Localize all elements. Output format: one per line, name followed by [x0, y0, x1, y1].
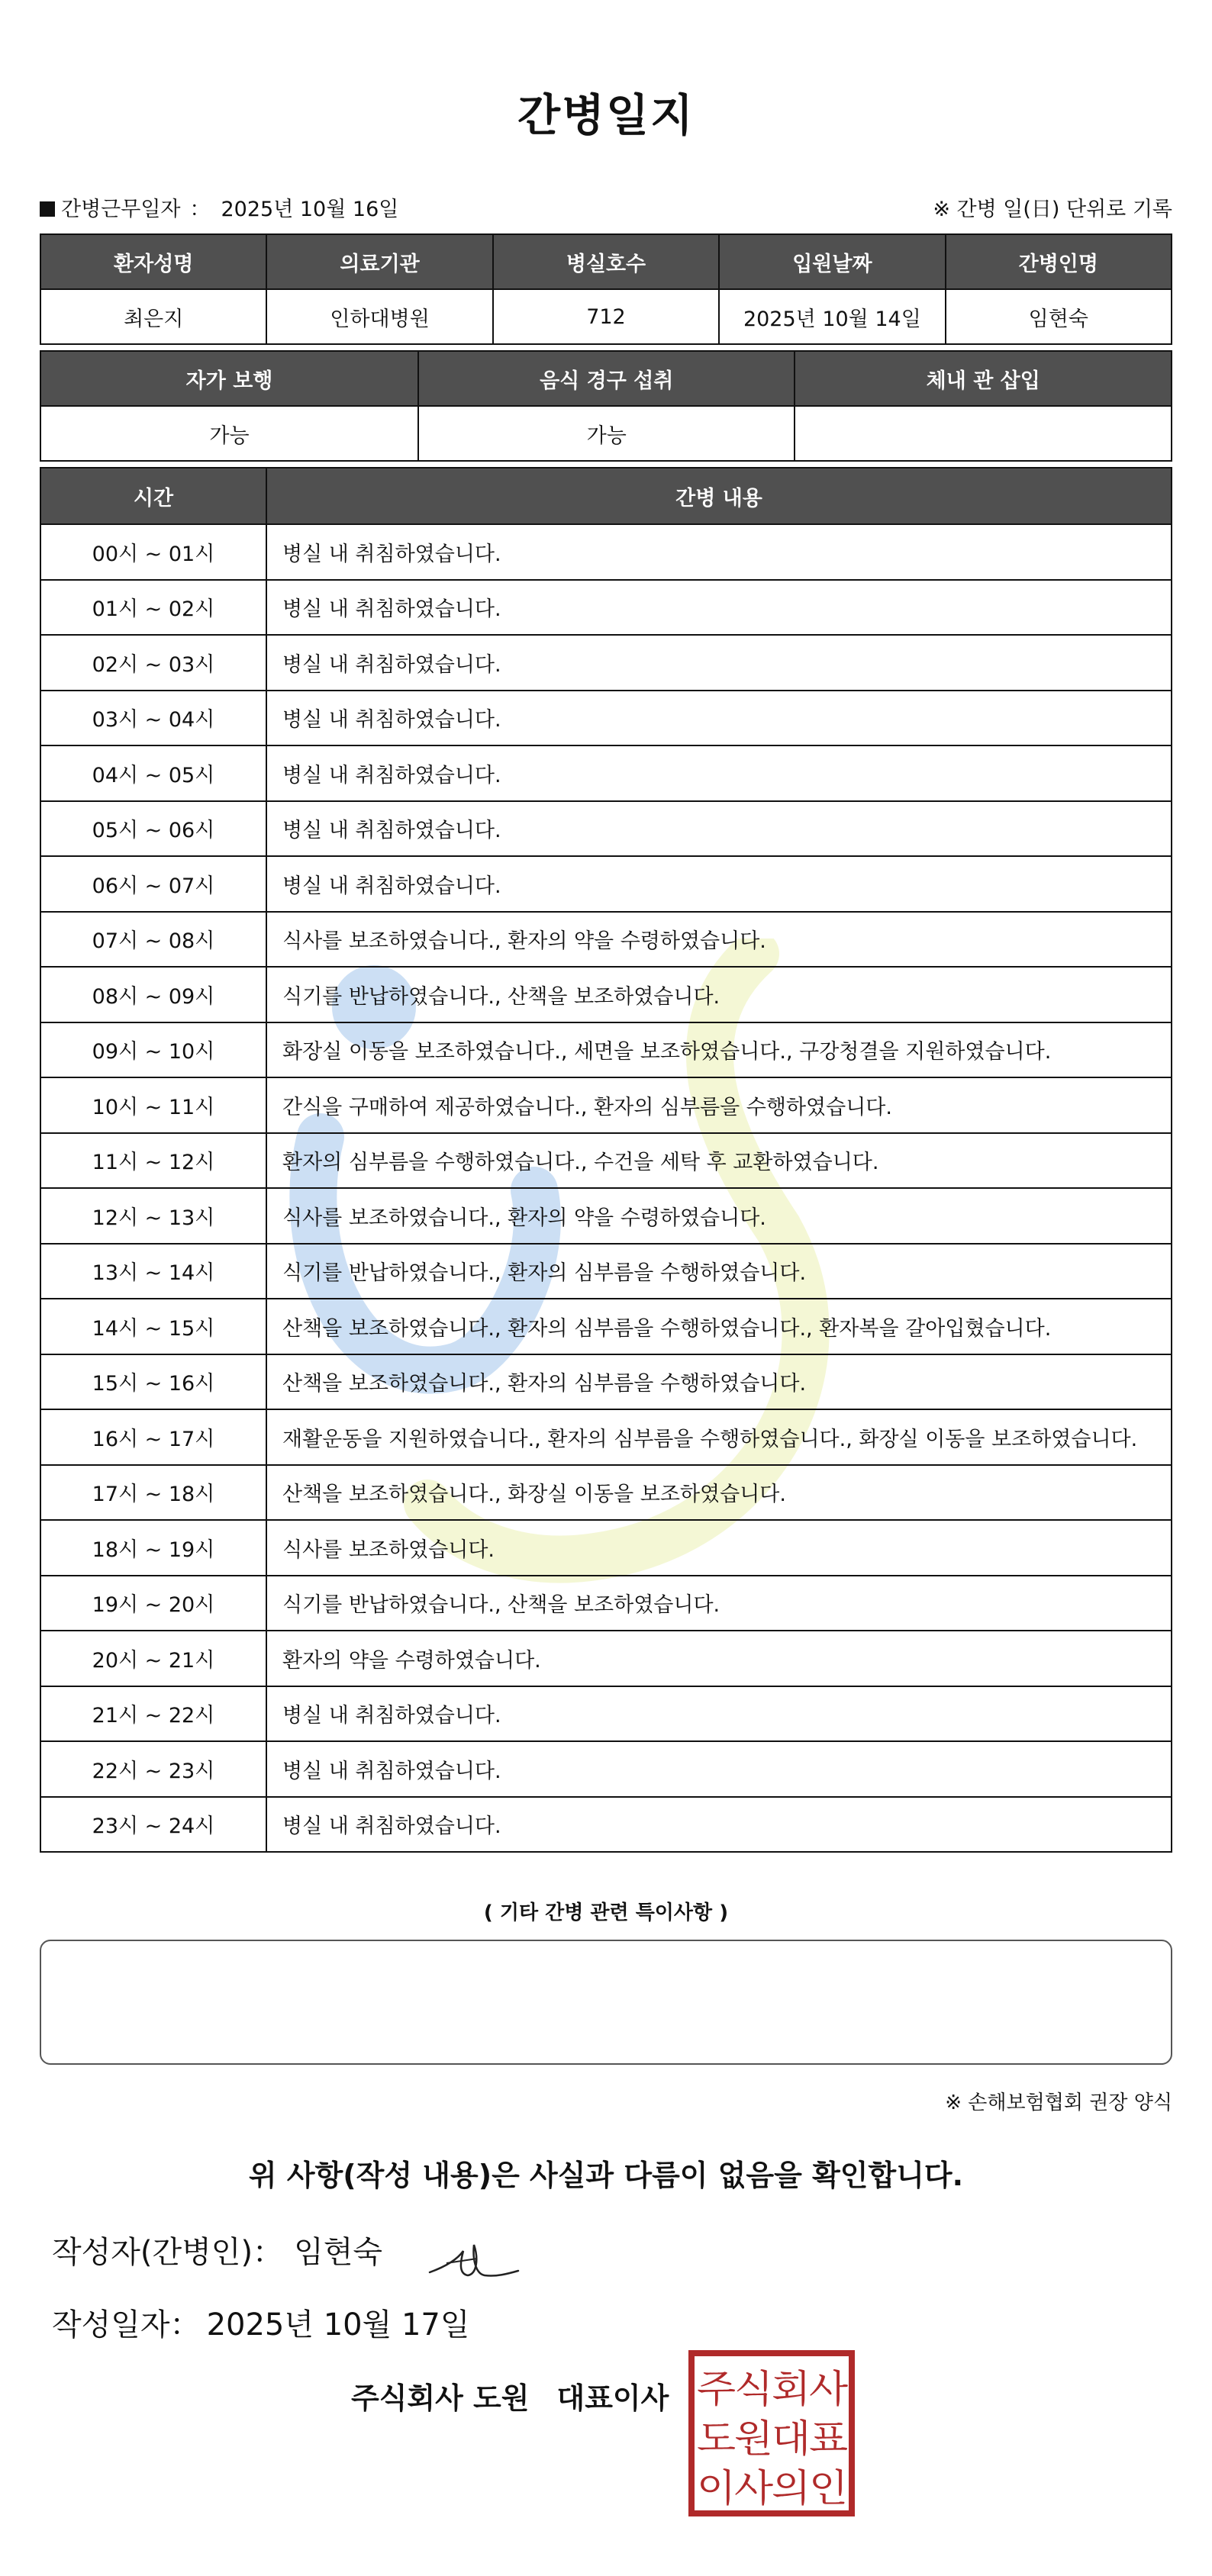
work-date-colon: ：	[189, 198, 211, 221]
written-date-line	[52, 2301, 470, 2344]
log-content: 산책을 보조하였습니다., 화장실 이동을 보조하였습니다.	[266, 1465, 1172, 1521]
log-content: 병실 내 취침하였습니다.	[266, 691, 1172, 746]
writer-line	[52, 2228, 382, 2272]
log-content: 환자의 심부름을 수행하였습니다., 수건을 세탁 후 교환하였습니다.	[266, 1133, 1172, 1189]
square-bullet-icon	[40, 201, 55, 217]
care-log-row	[40, 580, 1172, 636]
log-time: 13시 ~ 14시	[40, 1244, 266, 1299]
insurance-form-note: ※ 손해보험협회 권장 양식	[945, 2091, 1172, 2114]
care-log-row	[40, 524, 1172, 580]
work-date-label: 간병근무일자	[61, 198, 181, 221]
care-log-row	[40, 1520, 1172, 1576]
header-hospital: 의료기관	[266, 234, 492, 289]
care-log-row	[40, 1022, 1172, 1078]
care-log-row	[40, 1409, 1172, 1465]
log-content: 병실 내 취침하였습니다.	[266, 1686, 1172, 1742]
care-log-row	[40, 1133, 1172, 1189]
signature-mark	[424, 2236, 523, 2289]
svg-text:주식회사: 주식회사	[697, 2367, 849, 2411]
log-time: 09시 ~ 10시	[40, 1022, 266, 1078]
log-content: 화장실 이동을 보조하였습니다., 세면을 보조하였습니다., 구강청결을 지원하였습니다.	[266, 1022, 1172, 1078]
care-log-row	[40, 1741, 1172, 1797]
header-room-number: 병실호수	[493, 234, 719, 289]
log-time: 11시 ~ 12시	[40, 1133, 266, 1189]
care-log-row	[40, 1077, 1172, 1133]
header-patient-name: 환자성명	[40, 234, 266, 289]
care-log-row	[40, 1354, 1172, 1410]
header-time: 시간	[40, 468, 266, 524]
header-tube-insertion: 체내 관 삽입	[795, 351, 1172, 406]
log-content: 산책을 보조하였습니다., 환자의 심부름을 수행하였습니다., 환자복을 갈아입혔습니다.	[266, 1299, 1172, 1354]
special-notes-box	[40, 1940, 1172, 2065]
log-time: 04시 ~ 05시	[40, 745, 266, 801]
log-content: 식기를 반납하였습니다., 산책을 보조하였습니다.	[266, 1576, 1172, 1631]
care-log-row	[40, 1299, 1172, 1354]
log-time: 05시 ~ 06시	[40, 801, 266, 857]
care-log-row	[40, 1797, 1172, 1853]
special-notes-title: ( 기타 간병 관련 특이사항 )	[483, 1901, 729, 1924]
header-care-content: 간병 내용	[266, 468, 1172, 524]
tube-insertion	[795, 406, 1172, 461]
header-self-walking: 자가 보행	[40, 351, 418, 406]
company-name: 주식회사 도원	[351, 2381, 530, 2415]
company-line	[351, 2375, 669, 2417]
log-time: 08시 ~ 09시	[40, 967, 266, 1022]
log-time: 20시 ~ 21시	[40, 1631, 266, 1686]
log-content: 식사를 보조하였습니다., 환자의 약을 수령하였습니다.	[266, 912, 1172, 968]
log-time: 00시 ~ 01시	[40, 524, 266, 580]
patient-info-table	[40, 233, 1172, 345]
patient-name: 최은지	[40, 289, 266, 344]
svg-text:이사의인: 이사의인	[697, 2466, 846, 2510]
confirmation-statement: 위 사항(작성 내용)은 사실과 다름이 없음을 확인합니다.	[248, 2159, 964, 2192]
log-time: 12시 ~ 13시	[40, 1188, 266, 1244]
svg-text:도원대표: 도원대표	[697, 2417, 848, 2461]
care-log-row	[40, 1244, 1172, 1299]
care-log-row	[40, 1576, 1172, 1631]
log-content: 식기를 반납하였습니다., 산책을 보조하였습니다.	[266, 967, 1172, 1022]
log-time: 01시 ~ 02시	[40, 580, 266, 636]
representative-title: 대표이사	[556, 2381, 669, 2415]
log-content: 병실 내 취침하였습니다.	[266, 856, 1172, 912]
care-log-row	[40, 691, 1172, 746]
log-content: 병실 내 취침하였습니다.	[266, 801, 1172, 857]
log-time: 03시 ~ 04시	[40, 691, 266, 746]
oral-intake: 가능	[418, 406, 795, 461]
care-log-row	[40, 745, 1172, 801]
care-log-row	[40, 635, 1172, 691]
log-time: 16시 ~ 17시	[40, 1409, 266, 1465]
log-time: 15시 ~ 16시	[40, 1354, 266, 1410]
patient-status-table	[40, 350, 1172, 462]
header-admission-date: 입원날짜	[719, 234, 945, 289]
care-log-row	[40, 1188, 1172, 1244]
log-content: 식기를 반납하였습니다., 환자의 심부름을 수행하였습니다.	[266, 1244, 1172, 1299]
log-content: 병실 내 취침하였습니다.	[266, 1741, 1172, 1797]
care-log-table	[40, 467, 1172, 1853]
log-content: 병실 내 취침하였습니다.	[266, 524, 1172, 580]
log-time: 21시 ~ 22시	[40, 1686, 266, 1742]
written-date-label: 작성일자：	[52, 2307, 201, 2343]
company-seal-stamp	[687, 2349, 856, 2518]
log-content: 병실 내 취침하였습니다.	[266, 580, 1172, 636]
room-number: 712	[493, 289, 719, 344]
log-time: 19시 ~ 20시	[40, 1576, 266, 1631]
care-log-row	[40, 1631, 1172, 1686]
header-oral-intake: 음식 경구 섭취	[418, 351, 795, 406]
log-time: 18시 ~ 19시	[40, 1520, 266, 1576]
work-date-value: 2025년 10월 16일	[221, 198, 399, 221]
care-log-row	[40, 856, 1172, 912]
work-date	[40, 192, 398, 222]
log-time: 17시 ~ 18시	[40, 1465, 266, 1521]
log-time: 10시 ~ 11시	[40, 1077, 266, 1133]
document-title: 간병일지	[517, 89, 695, 141]
care-log-row	[40, 1686, 1172, 1742]
log-time: 22시 ~ 23시	[40, 1741, 266, 1797]
log-content: 병실 내 취침하였습니다.	[266, 745, 1172, 801]
log-content: 식사를 보조하였습니다., 환자의 약을 수령하였습니다.	[266, 1188, 1172, 1244]
log-time: 02시 ~ 03시	[40, 635, 266, 691]
self-walking: 가능	[40, 406, 418, 461]
record-unit-note: ※ 간병 일(日) 단위로 기록	[933, 198, 1172, 221]
writer-label: 작성자(간병인)：	[52, 2235, 284, 2270]
log-content: 산책을 보조하였습니다., 환자의 심부름을 수행하였습니다.	[266, 1354, 1172, 1410]
log-content: 병실 내 취침하였습니다.	[266, 635, 1172, 691]
log-content: 식사를 보조하였습니다.	[266, 1520, 1172, 1576]
log-content: 간식을 구매하여 제공하였습니다., 환자의 심부름을 수행하였습니다.	[266, 1077, 1172, 1133]
care-log-row	[40, 967, 1172, 1022]
hospital: 인하대병원	[266, 289, 492, 344]
log-time: 06시 ~ 07시	[40, 856, 266, 912]
care-log-row	[40, 1465, 1172, 1521]
care-log-row	[40, 801, 1172, 857]
log-content: 병실 내 취침하였습니다.	[266, 1797, 1172, 1853]
header-caregiver-name: 간병인명	[946, 234, 1172, 289]
care-log-row	[40, 912, 1172, 968]
log-time: 23시 ~ 24시	[40, 1797, 266, 1853]
log-content: 재활운동을 지원하였습니다., 환자의 심부름을 수행하였습니다., 화장실 이동을 보조하였습니다.	[266, 1409, 1172, 1465]
written-date-value: 2025년 10월 17일	[206, 2307, 470, 2343]
log-time: 07시 ~ 08시	[40, 912, 266, 968]
log-content: 환자의 약을 수령하였습니다.	[266, 1631, 1172, 1686]
caregiver-name: 임현숙	[946, 289, 1172, 344]
writer-name: 임현숙	[294, 2235, 382, 2270]
log-time: 14시 ~ 15시	[40, 1299, 266, 1354]
admission-date: 2025년 10월 14일	[719, 289, 945, 344]
